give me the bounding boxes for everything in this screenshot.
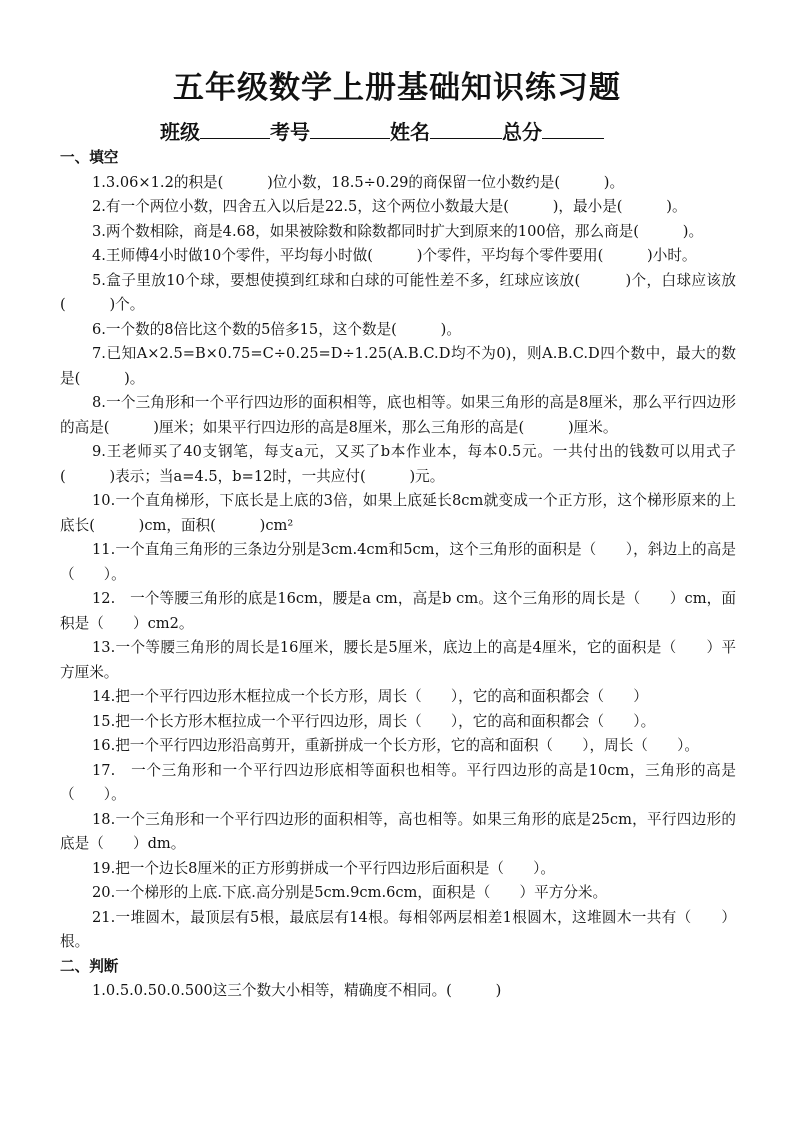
score-blank[interactable] [542, 120, 604, 139]
class-label: 班级 [160, 120, 200, 144]
question-item: 19.把一个边长8厘米的正方形剪拼成一个平行四边形后面积是（ ）。 [92, 859, 556, 877]
question-item: 5.盒子里放10个球，要想使摸到红球和白球的可能性差不多，红球应该放( )个，白球应该放( )个。 [60, 271, 736, 313]
question-item: 10.一个直角梯形，下底长是上底的3倍，如果上底延长8cm就变成一个正方形，这个梯形原来的上底长( )cm，面积( )cm² [60, 492, 736, 534]
question-item: 2.有一个两位小数，四舍五入以后是22.5，这个两位小数最大是( )，最小是( )。 [92, 198, 687, 215]
question-item: 12. 一个等腰三角形的底是16cm，腰是a cm，高是b cm。这个三角形的周长是（ ）cm，面积是（ ）cm2。 [60, 590, 736, 632]
question-item: 14.把一个平行四边形木框拉成一个长方形，周长（ ），它的高和面积都会（ ） [92, 688, 648, 705]
question-item: 18.一个三角形和一个平行四边形的面积相等，高也相等。如果三角形的底是25cm，平行四边形的底是（ ）dm。 [60, 810, 736, 852]
question-item: 21.一堆圆木，最顶层有5根，最底层有14根。每相邻两层相差1根圆木，这堆圆木一共有（ ）根。 [60, 908, 736, 950]
question-item: 4.王师傅4小时做10个零件，平均每小时做( )个零件，平均每个零件要用( )小时。 [92, 247, 697, 264]
question-item: 20.一个梯形的上底.下底.高分别是5cm.9cm.6cm，面积是（ ）平方分米。 [92, 884, 608, 901]
name-blank[interactable] [430, 120, 502, 139]
page-title: 五年级数学上册基础知识练习题 [173, 70, 621, 106]
question-item: 15.把一个长方形木框拉成一个平行四边形，周长（ ），它的高和面积都会（ ）。 [92, 712, 656, 730]
question-item: 3.两个数相除，商是4.68，如果被除数和除数都同时扩大到原来的100倍，那么商是( )。 [92, 222, 704, 240]
exam-no-label: 考号 [270, 120, 310, 144]
student-info-line [160, 116, 680, 145]
section-heading-fill: 一、填空 [60, 149, 119, 166]
question-item: 7.已知A×2.5=B×0.75=C÷0.25=D÷1.25(A.B.C.D均不为0)，则A.B.C.D四个数中，最大的数是( )。 [60, 345, 736, 387]
name-label: 姓名 [390, 120, 430, 144]
question-item: 16.把一个平行四边形沿高剪开，重新拼成一个长方形，它的高和面积（ ），周长（ ）。 [92, 737, 699, 754]
question-item: 1.3.06×1.2的积是( )位小数，18.5÷0.29的商保留一位小数约是( )。 [92, 173, 625, 191]
question-item: 6.一个数的8倍比这个数的5倍多15，这个数是( )。 [92, 320, 461, 338]
question-item: 1.0.5.0.50.0.500这三个数大小相等，精确度不相同。( ) [92, 982, 502, 999]
question-item: 11.一个直角三角形的三条边分别是3cm.4cm和5cm，这个三角形的面积是（ ），斜边上的高是（ ）。 [60, 541, 736, 583]
question-item: 8.一个三角形和一个平行四边形的面积相等，底也相等。如果三角形的高是8厘米，那么平行四边形的高是( )厘米；如果平行四边形的高是8厘米，那么三角形的高是( )厘米。 [60, 394, 736, 436]
score-label: 总分 [502, 120, 542, 144]
section-heading-judge: 二、判断 [60, 957, 119, 975]
class-blank[interactable] [200, 120, 270, 139]
exam-no-blank[interactable] [310, 120, 390, 139]
question-item: 9.王老师买了40支钢笔，每支a元，又买了b本作业本，每本0.5元。一共付出的钱数可以用式子( )表示；当a=4.5，b=12时，一共应付( )元。 [60, 443, 736, 485]
question-item: 17. 一个三角形和一个平行四边形底相等面积也相等。平行四边形的高是10cm，三角形的高是（ ）。 [60, 761, 736, 803]
question-item: 13.一个等腰三角形的周长是16厘米，腰长是5厘米，底边上的高是4厘米，它的面积是（ ）平方厘米。 [60, 639, 736, 681]
question-content [60, 146, 736, 1004]
